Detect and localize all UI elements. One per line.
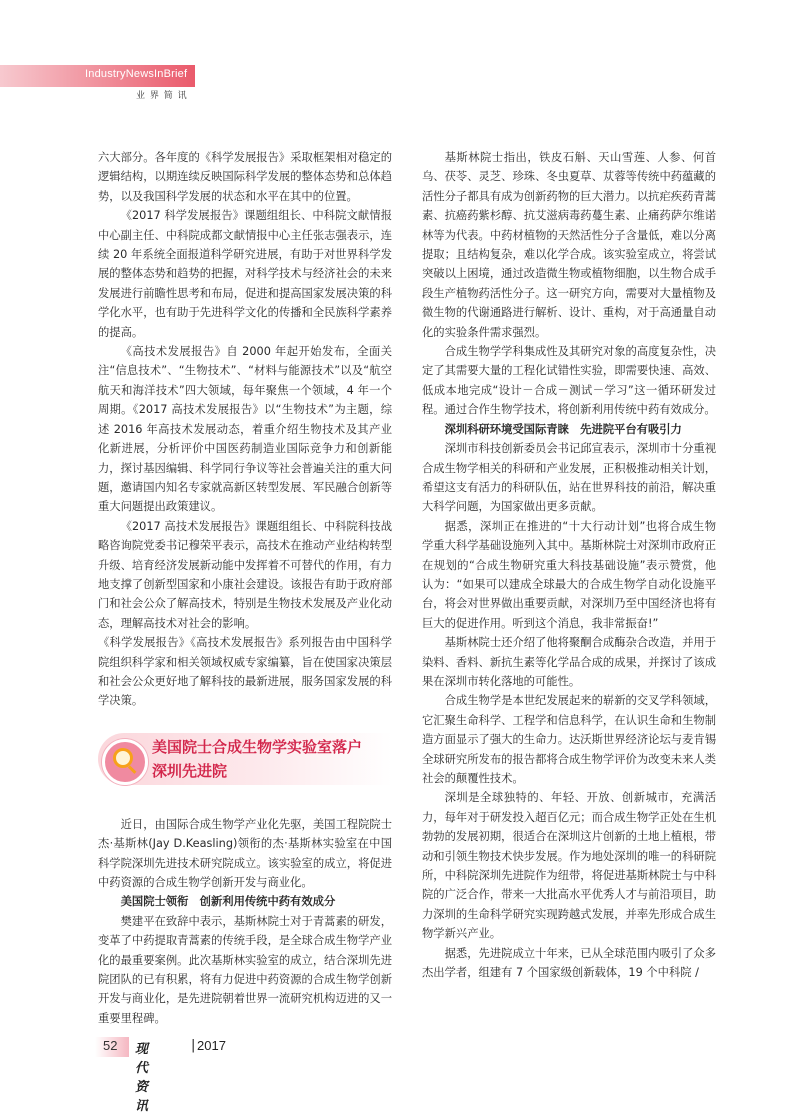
paragraph: 六大部分。各年度的《科学发展报告》采取框架相对稳定的逻辑结构，以期连续反映国际科学发展的整体态势和总体趋势，以及我国科学发展的状态和水平在其中的位置。 [98, 151, 392, 203]
paragraph: 《2017 高技术发展报告》课题组组长、中科院科技战略咨询院党委书记穆荣平表示，高技术在推动产业结构转型升级、培育经济发展新动能中发挥着不可替代的作用，有力地支撑了创新型国家和小康社会建设。该报告有助于政府部门和社会公众了解高技术，特别是生物技术发展及产业化动态，理解高技术对社会的影响。 [98, 519, 392, 630]
article-title-line-1: 美国院士合成生物学实验室落户 [152, 737, 363, 756]
right-column [422, 148, 716, 982]
article-heading [98, 733, 392, 785]
left-text-block-2 [98, 815, 392, 1028]
paragraph: 近日，由国际合成生物学产业化先驱，美国工程院院士杰·基斯林(Jay D.Keasling)领衔的杰·基斯林实验室在中国科学院深圳先进技术研究院成立。该实验室的成立，将促进中药资源的合成生物学创新开发与商业化。 [98, 817, 392, 889]
right-text-block [422, 148, 716, 982]
paragraph: 据悉，先进院成立十年来，已从全球范围内吸引了众多杰出学者，组建有 7 个国家级创新载体，19 个中科院 / [422, 946, 716, 980]
page-number: 52 [103, 1038, 118, 1053]
left-text-block [98, 148, 392, 711]
paragraph: 合成生物学是本世纪发展起来的崭新的交叉学科领域，它汇聚生命科学、工程学和信息科学，在认识生命和生物制造方面显示了强大的生命力。达沃斯世界经济论坛与麦肯锡全球研究所发布的报告都将合成生物学评价为改变未来人类社会的颠覆性技术。 [422, 694, 716, 785]
magazine-name: 现代资讯 [135, 1042, 149, 1114]
section-header-chinese: 业 界 简 讯 [136, 91, 188, 101]
subheading: 美国院士领衔 创新利用传统中药有效成分 [120, 895, 336, 909]
paragraph: 合成生物学学科集成性及其研究对象的高度复杂性，决定了其需要大量的工程化试错性实验，即需要快速、高效、低成本地完成“设计－合成－测试－学习”这一循环研发过程。通过合作生物学技术，将创新利用传统中药有效成分。 [422, 345, 716, 417]
subheading: 深圳科研环境受国际青睐 先进院平台有吸引力 [444, 422, 682, 436]
paragraph: 樊建平在致辞中表示，基斯林院士对于青蒿素的研发，变革了中药提取青蒿素的传统手段，是全球合成生物学产业化的最重要案例。此次基斯林实验室的成立，结合深圳先进院团队的已有积累，将有力促进中药资源的合成生物学创新开发与商业化，是先进院朝着世界一流研究机构迈进的又一重要里程碑。 [98, 914, 392, 1025]
paragraph: 深圳市科技创新委员会书记邱宣表示，深圳市十分重视合成生物学相关的科研和产业发展，正积极推动相关计划，希望这支有活力的科研队伍，站在世界科技的前沿，解决重大科学问题，为国家做出更多贡献。 [422, 442, 716, 514]
paragraph: 基斯林院士指出，铁皮石斛、天山雪莲、人参、何首乌、茯苓、灵芝、珍珠、冬虫夏草、苁蓉等传统中药蕴藏的活性分子都具有成为创新药物的巨大潜力。以抗疟疾药青蒿素、抗癌药紫杉醇、抗艾滋病毒药蔓生素、止痛药萨尔维诺林等为代表。中药材植物的天然活性分子含量低，难以分离提取；且结构复杂，难以化学合成。该实验室成立，将尝试突破以上困境，通过改造微生物或植物细胞，以生物合成手段生产植物药活性分子。这一研究方向，需要对大量植物及微生物的代谢通路进行解析、设计、重构，对于高通量自动化的实验条件需求强烈。 [422, 151, 716, 339]
article-title [152, 735, 362, 783]
section-header-english: IndustryNewsInBrief [85, 68, 188, 80]
paragraph: 深圳是全球独特的、年轻、开放、创新城市，充满活力，每年对于研发投入超百亿元；而合成生物学正处在生机勃勃的发展初期，很适合在深圳这片创新的土地上植根，带动和引领生物技术快步发展。作为地处深圳的唯一的科研院所，中科院深圳先进院作为纽带，将促进基斯林院士与中科院的广泛合作，带来一大批高水平优秀人才与前沿项目，助力深圳的生命科学研究实现跨越式发展，并率先形成合成生物学新兴产业。 [422, 791, 716, 941]
article-title-line-2: 深圳先进院 [152, 761, 228, 780]
paragraph: 基斯林院士还介绍了他将聚酮合成酶杂合改造，并用于染料、香料、新抗生素等化学品合成的成果，并探讨了该成果在深圳市转化落地的可能性。 [422, 636, 716, 688]
paragraph: 《科学发展报告》《高技术发展报告》系列报告由中国科学院组织科学家和相关领域权威专家编纂，旨在使国家决策层和社会公众更好地了解科技的最新进展，服务国家发展的科学决策。 [98, 636, 392, 708]
left-column [98, 148, 392, 1028]
paragraph: 《2017 科学发展报告》课题组组长、中科院文献情报中心副主任、中科院成都文献情报中心主任张志强表示，连续 20 年系统全面报道科学研究进展，有助于对世界科学发展的整体态势和趋势的把握，对科学技术与经济社会的未来发展进行前瞻性思考和布局，促进和提高国家发展决策的科学化水平，也有助于先进科学文化的传播和全民族科学素养的提高。 [98, 209, 392, 339]
footer-separator: | [191, 1038, 196, 1053]
paragraph: 《高技术发展报告》自 2000 年起开始发布，全面关注“信息技术”、“生物技术”、“材料与能源技术”以及“航空航天和海洋技术”四大领域，每年聚焦一个领域，4 年一个周期。《2017 高技术发展报告》以“生物技术”为主题，综述 2016 年高技术发展动态，着重介绍生物技术及其产业化新进展，分析评价中国医药制造业国际竞争力和创新能力，探讨基因编辑、科学同行争议等社会普遍关注的重大问题，邀请国内知名专家就高新区转型发展、军民融合创新等重大问题提出政策建议。 [98, 345, 392, 514]
paragraph: 据悉，深圳正在推进的“十大行动计划”也将合成生物学重大科学基础设施列入其中。基斯林院士对深圳市政府正在规划的“合成生物研究重大科技基础设施”表示赞赏，他认为：“如果可以建成全球最大的合成生物学自动化设施平台，将会对世界做出重要贡献，对深圳乃至中国经济也将有巨大的促进作用。听到这个消息，我非常振奋!” [422, 519, 716, 630]
issue-year: 2017 [197, 1038, 226, 1053]
